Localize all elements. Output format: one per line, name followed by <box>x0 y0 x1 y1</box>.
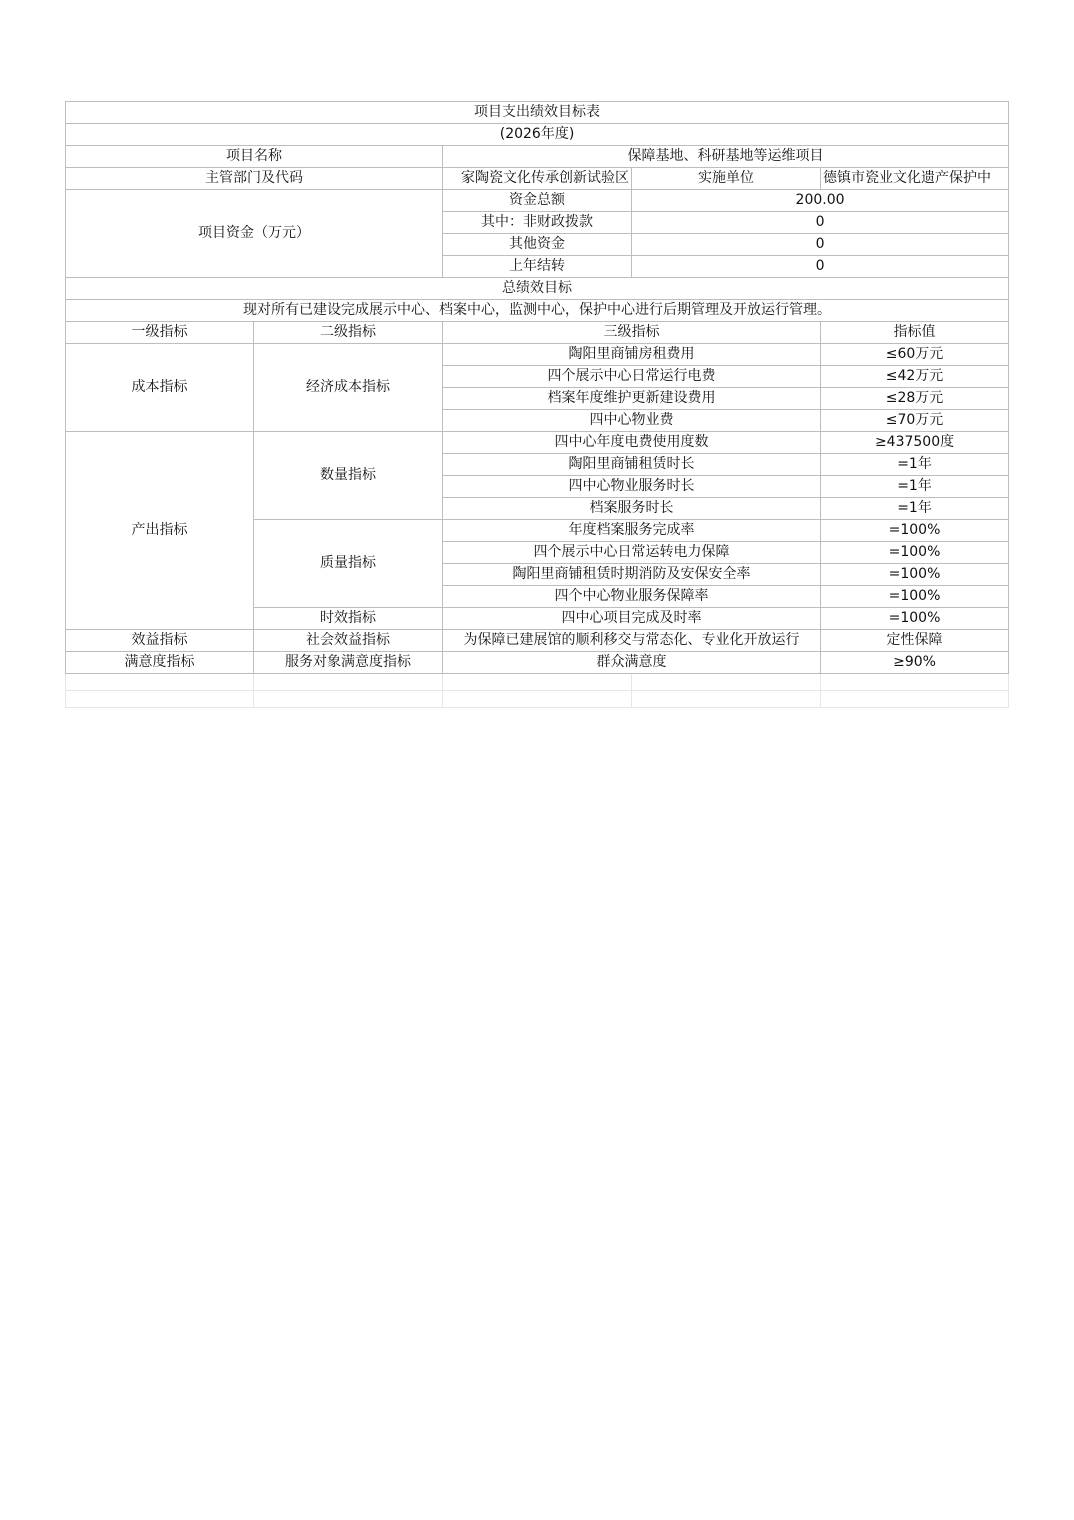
indicator-name: 群众满意度 <box>443 652 821 674</box>
fund-item-label: 其他资金 <box>443 234 632 256</box>
department-row <box>66 168 1009 190</box>
indicator-value: ≤70万元 <box>821 410 1009 432</box>
indicator-value: =100% <box>821 586 1009 608</box>
fund-item-value: 0 <box>632 212 1009 234</box>
indicator-name: 档案年度维护更新建设费用 <box>443 388 821 410</box>
indicator-name: 四个展示中心日常运转电力保障 <box>443 542 821 564</box>
indicator-value: =1年 <box>821 454 1009 476</box>
indicator-value: ≤28万元 <box>821 388 1009 410</box>
fund-item-value: 0 <box>632 234 1009 256</box>
implementing-unit-value: 德镇市瓷业文化遗产保护中 <box>821 168 1009 190</box>
benefit-level1: 效益指标 <box>66 630 254 652</box>
title-row <box>66 102 1009 124</box>
cost-level2: 经济成本指标 <box>254 344 443 432</box>
quantity-level2: 数量指标 <box>254 432 443 520</box>
indicator-value: =100% <box>821 520 1009 542</box>
overall-goal-label-row <box>66 278 1009 300</box>
indicator-name: 四个中心物业服务保障率 <box>443 586 821 608</box>
satisfaction-level2: 服务对象满意度指标 <box>254 652 443 674</box>
output-level1: 产出指标 <box>66 432 254 630</box>
overall-goal-text: 现对所有已建设完成展示中心、档案中心，监测中心，保护中心进行后期管理及开放运行管理。 <box>66 300 1009 322</box>
indicator-value: =100% <box>821 542 1009 564</box>
indicator-value: =100% <box>821 564 1009 586</box>
indicator-name: 四中心年度电费使用度数 <box>443 432 821 454</box>
indicator-value: ≥90% <box>821 652 1009 674</box>
table-row <box>66 630 1009 652</box>
fund-item-label: 资金总额 <box>443 190 632 212</box>
indicator-name: 陶阳里商铺租赁时期消防及安保安全率 <box>443 564 821 586</box>
indicator-value: =100% <box>821 608 1009 630</box>
indicator-value: ≥437500度 <box>821 432 1009 454</box>
fund-item-value: 200.00 <box>632 190 1009 212</box>
implementing-unit-label: 实施单位 <box>632 168 821 190</box>
table-year: (2026年度) <box>66 124 1009 146</box>
table-row <box>66 652 1009 674</box>
empty-cell <box>632 674 821 691</box>
satisfaction-level1: 满意度指标 <box>66 652 254 674</box>
empty-cell <box>254 674 443 691</box>
indicator-name: 四中心物业费 <box>443 410 821 432</box>
empty-cell <box>254 691 443 708</box>
indicator-value: 定性保障 <box>821 630 1009 652</box>
table-row <box>66 432 1009 454</box>
empty-row <box>66 691 1009 708</box>
empty-cell <box>632 691 821 708</box>
indicator-value: =1年 <box>821 498 1009 520</box>
table-title: 项目支出绩效目标表 <box>66 102 1009 124</box>
empty-cell <box>821 691 1009 708</box>
overall-goal-label: 总绩效目标 <box>66 278 1009 300</box>
empty-cell <box>66 691 254 708</box>
project-name-label: 项目名称 <box>66 146 443 168</box>
project-name-value: 保障基地、科研基地等运维项目 <box>443 146 1009 168</box>
table-row <box>66 344 1009 366</box>
year-row <box>66 124 1009 146</box>
empty-cell <box>66 674 254 691</box>
header-row <box>66 322 1009 344</box>
header-level1: 一级指标 <box>66 322 254 344</box>
department-value: 家陶瓷文化传承创新试验区 <box>443 168 632 190</box>
fund-item-label: 上年结转 <box>443 256 632 278</box>
indicator-name: 四中心物业服务时长 <box>443 476 821 498</box>
indicator-name: 陶阳里商铺房租费用 <box>443 344 821 366</box>
indicator-value: ≤60万元 <box>821 344 1009 366</box>
project-name-row <box>66 146 1009 168</box>
empty-cell <box>443 674 632 691</box>
indicator-name: 年度档案服务完成率 <box>443 520 821 542</box>
empty-row <box>66 674 1009 691</box>
quality-level2: 质量指标 <box>254 520 443 608</box>
empty-cell <box>821 674 1009 691</box>
benefit-level2: 社会效益指标 <box>254 630 443 652</box>
fund-item-value: 0 <box>632 256 1009 278</box>
indicator-name: 档案服务时长 <box>443 498 821 520</box>
header-value: 指标值 <box>821 322 1009 344</box>
fund-row <box>66 190 1009 212</box>
fund-label: 项目资金（万元） <box>66 190 443 278</box>
cost-level1: 成本指标 <box>66 344 254 432</box>
department-label: 主管部门及代码 <box>66 168 443 190</box>
indicator-name: 陶阳里商铺租赁时长 <box>443 454 821 476</box>
timeliness-level2: 时效指标 <box>254 608 443 630</box>
fund-item-label: 其中：非财政拨款 <box>443 212 632 234</box>
header-level2: 二级指标 <box>254 322 443 344</box>
empty-cell <box>443 691 632 708</box>
indicator-name: 四中心项目完成及时率 <box>443 608 821 630</box>
indicator-value: ≤42万元 <box>821 366 1009 388</box>
header-level3: 三级指标 <box>443 322 821 344</box>
indicator-name: 为保障已建展馆的顺利移交与常态化、专业化开放运行 <box>443 630 821 652</box>
indicator-value: =1年 <box>821 476 1009 498</box>
indicator-name: 四个展示中心日常运行电费 <box>443 366 821 388</box>
overall-goal-row <box>66 300 1009 322</box>
performance-target-table <box>65 101 1009 708</box>
